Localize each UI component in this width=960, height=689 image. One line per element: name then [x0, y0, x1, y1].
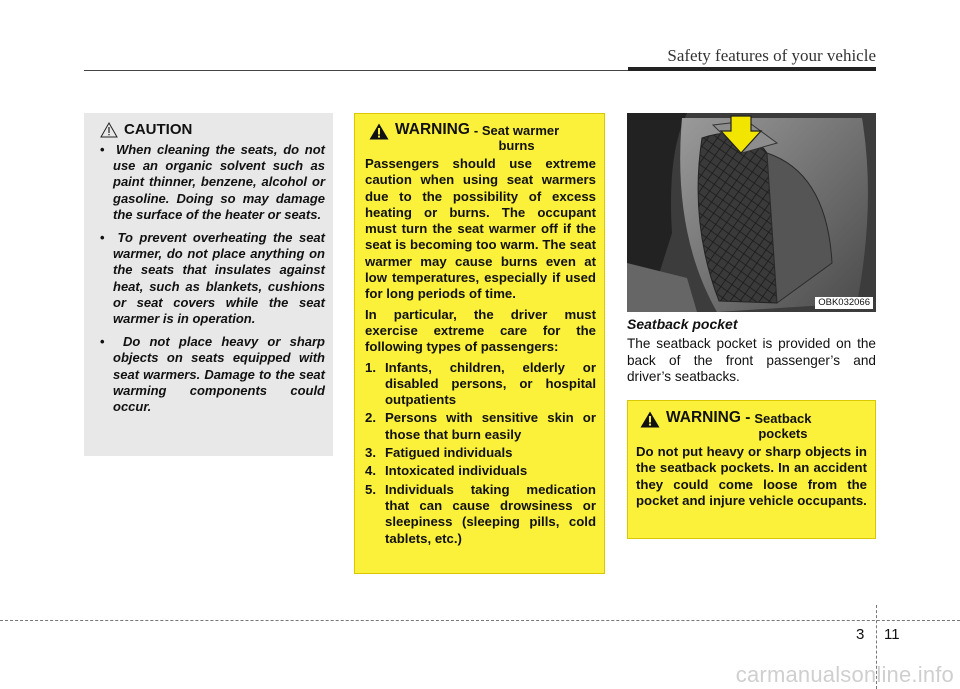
warning-title: WARNING - [666, 409, 751, 426]
list-item: 5. Individuals taking medication that can cause drowsiness or sleepiness (sleeping pills, cold tablets, etc.) [365, 481, 596, 546]
warning-title: WARNING [395, 121, 470, 138]
warning-triangle-icon [640, 411, 660, 428]
list-item: 4. Intoxicated individuals [365, 463, 528, 479]
caution-box [84, 113, 333, 456]
photo-code: OBK032066 [815, 297, 873, 309]
warning-triangle-icon [369, 123, 389, 140]
warning-paragraph: Do not put heavy or sharp objects in the seatback pockets. In an accident they could come loose from the pocket and injure vehicle occupants. [636, 444, 867, 508]
footer-rule [0, 620, 960, 621]
running-header: Safety features of your vehicle [667, 46, 876, 65]
warning-paragraph: In particular, the driver must exercise extreme care for the following types of passengers: [365, 306, 596, 355]
warning-box-seat-warmer [354, 113, 605, 574]
section-heading: Seatback pocket [627, 316, 738, 332]
warning-header [636, 409, 867, 441]
list-item: 3. Fatigued individuals [365, 445, 513, 461]
caution-item: • When cleaning the seats, do not use an organic solvent such as paint thinner, benzene, alcohol or gasoline. Doing so may damage the surface of the heater or seats. [94, 142, 325, 223]
seatback-pocket-photo [627, 113, 876, 312]
warning-paragraph: Passengers should use extreme caution when using seat warmers due to the possibility of excess heating or burns. The occupant must turn the seat warmer off if the seat is becoming too warm. The seat warmer may cause burns even at low temperatures, especially if used for long periods of time. [365, 156, 596, 302]
section-body: The seatback pocket is provided on the back of the front passenger’s and driver’s seatbacks. [627, 336, 876, 384]
warning-subject: - Seat warmer burns [473, 123, 560, 153]
caution-list [94, 142, 325, 415]
warning-header [365, 121, 596, 153]
warning-box-seatback-pockets [627, 400, 876, 539]
caution-item: • To prevent overheating the seat warmer, do not place anything on the seats that insulates against heat, such as blankets, cushions or seat covers while the seat warmer is in operation. [94, 230, 325, 327]
caution-header [100, 121, 325, 138]
warning-subject: Seatback pockets [754, 411, 812, 441]
caution-title: CAUTION [124, 121, 193, 138]
caution-triangle-icon [100, 122, 118, 138]
chapter-number: 3 [856, 626, 865, 643]
seatback-pocket-illustration [627, 113, 876, 312]
page-number: 11 [884, 626, 900, 643]
watermark: carmanualsonline.info [735, 662, 954, 687]
header-rule-accent [628, 67, 876, 71]
passenger-type-list [365, 360, 596, 547]
caution-item: • Do not place heavy or sharp objects on seats equipped with seat warmers. Damage to the seat warming components could occur. [94, 334, 325, 415]
list-item: 2. Persons with sensitive skin or those that burn easily [365, 410, 596, 442]
list-item: 1. Infants, children, elderly or disabled persons, or hospital outpatients [365, 359, 596, 408]
